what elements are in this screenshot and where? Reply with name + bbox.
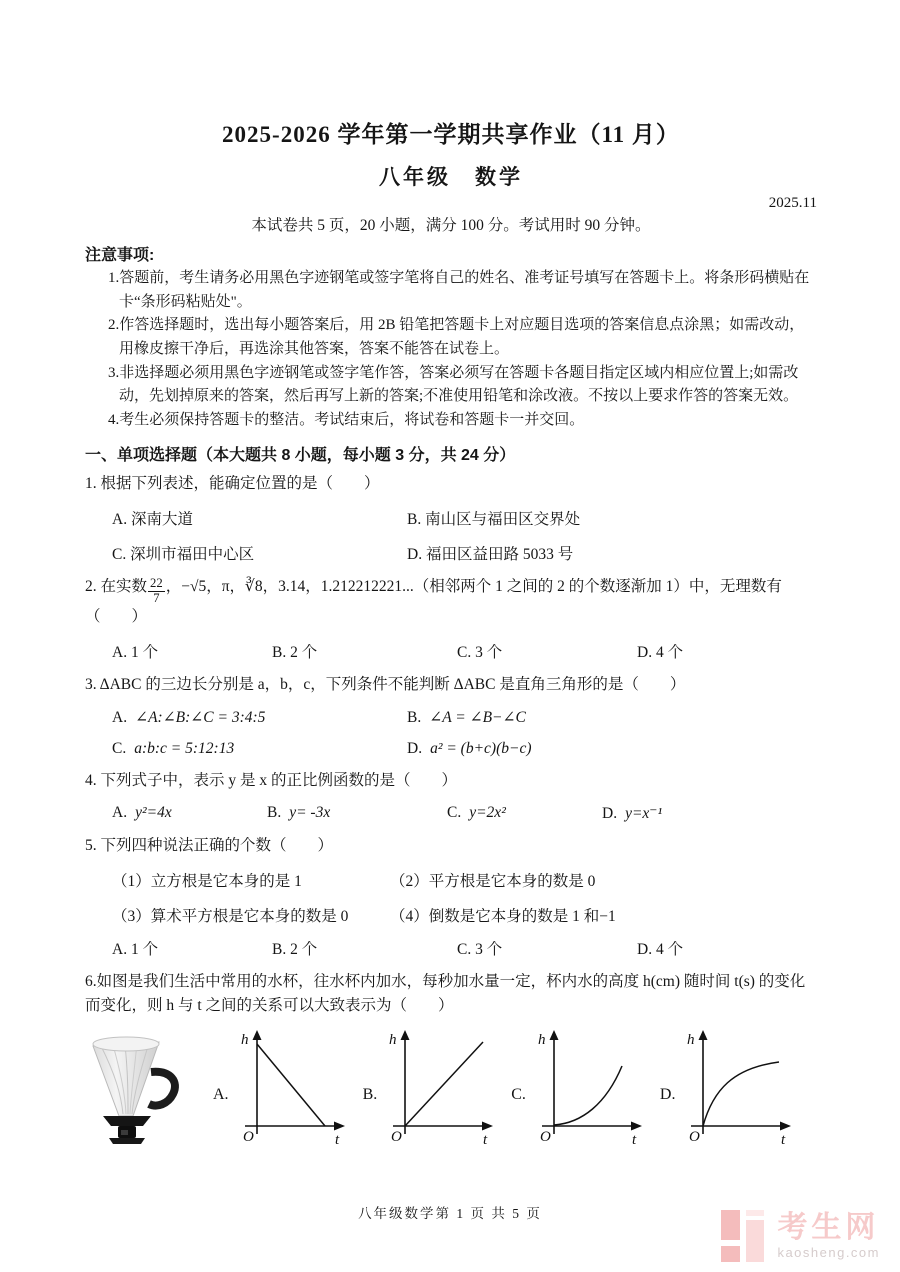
q1-option-a: A. 深南大道: [112, 510, 193, 528]
notice-item-2: 2.作答选择题时，选出每小题答案后，用 2B 铅笔把答题卡上对应题目选项的答案信息点涂黑；如需改动，用橡皮擦干净后，再选涂其他答案，答案不能答在试卷上。: [108, 317, 805, 358]
q1-option-d: D. 福田区益田路 5033 号: [407, 545, 574, 563]
q2-stem-prefix: 2. 在实数: [85, 577, 148, 595]
graph-linear-decreasing: [233, 1028, 353, 1150]
q6-option-a-label: A.: [213, 1086, 229, 1104]
q3-option-b: B. ∠A = ∠B−∠C: [407, 708, 526, 726]
svg-text:h: h: [687, 1032, 695, 1049]
water-cup-image: [85, 1024, 189, 1154]
q3-option-a: A. ∠A:∠B:∠C = 3:4:5: [112, 708, 266, 726]
exam-info: 本试卷共 5 页，20 小题，满分 100 分。考试用时 90 分钟。: [251, 217, 651, 234]
q6-option-a: [213, 1028, 353, 1150]
q4-option-c: C. y=2x²: [447, 804, 506, 821]
q6-option-b: [363, 1028, 502, 1150]
q5-statement-1: （1）立方根是它本身的是 1: [112, 873, 302, 891]
exam-date: 2025.11: [768, 195, 817, 211]
svg-text:O: O: [539, 1129, 551, 1146]
q6-option-d: [660, 1028, 800, 1150]
notice-item-3: 3.非选择题必须用黑色字迹钢笔或签字笔作答，答案必须写在答题卡各题目指定区域内相应位置上;如需改动，先划掉原来的答案，然后再写上新的答案;不准使用铅笔和涂改液。不按以上要求作答的答案无效。: [108, 364, 799, 405]
q5-option-a: A. 1 个: [112, 941, 159, 959]
svg-text:t: t: [334, 1132, 339, 1149]
question-6-stem: 6.如图是我们生活中常用的水杯，往水杯内加水，每秒加水量一定，杯内水的高度 h(cm) 随时间 t(s) 的变化而变化，则 h 与 t 之间的关系可以大致表示为（ ）: [85, 973, 806, 1015]
notice-section: [85, 242, 817, 433]
svg-text:t: t: [483, 1132, 488, 1149]
q5-statement-3: （3）算术平方根是它本身的数是 0: [112, 908, 349, 926]
question-6: [85, 970, 817, 1154]
svg-text:O: O: [242, 1129, 254, 1146]
q3-option-c: C. a:b:c = 5:12:13: [112, 739, 235, 757]
page-subtitle: 八年级 数学: [379, 165, 523, 189]
question-5-stem: 5. 下列四种说法正确的个数（ ）: [85, 837, 334, 854]
notice-item-4: 4.考生必须保持答题卡的整洁。考试结束后，将试卷和答题卡一并交回。: [108, 412, 585, 429]
q3-option-d: D. a² = (b+c)(b−c): [407, 739, 532, 757]
q4-option-a: A. y²=4x: [112, 804, 172, 821]
q1-option-c: C. 深圳市福田中心区: [112, 545, 255, 563]
svg-text:h: h: [389, 1032, 397, 1049]
question-1: [85, 472, 817, 564]
notice-heading: 注意事项:: [85, 247, 155, 264]
q1-option-b: B. 南山区与福田区交界处: [407, 510, 581, 528]
q5-option-d: D. 4 个: [637, 941, 684, 959]
question-2: [85, 575, 817, 662]
svg-text:O: O: [391, 1129, 403, 1146]
q2-option-b: B. 2 个: [272, 643, 318, 661]
q5-option-c: C. 3 个: [457, 941, 503, 959]
question-4: [85, 769, 817, 823]
q4-option-b: B. y= -3x: [267, 804, 331, 821]
q6-option-d-label: D.: [659, 1086, 676, 1104]
question-3-stem: 3. ΔABC 的三边长分别是 a，b，c，下列条件不能判断 ΔABC 是直角三角形的是（ ）: [85, 675, 686, 693]
q2-option-c: C. 3 个: [457, 643, 503, 661]
question-1-stem: 1. 根据下列表述，能确定位置的是（ ）: [85, 474, 380, 492]
graph-convex-increasing: [530, 1028, 650, 1150]
notice-item-1: 1.答题前，考生请务必用黑色字迹钢笔或签字笔将自己的姓名、准考证号填写在答题卡上。将条形码横贴在卡“条形码粘贴处"。: [108, 270, 810, 310]
svg-text:h: h: [240, 1032, 249, 1049]
kaosheng-watermark: [721, 1210, 880, 1262]
page-title: 2025-2026 学年第一学期共享作业（11 月）: [222, 122, 680, 147]
page-footer: 八年级数学第 1 页 共 5 页: [358, 1206, 542, 1221]
kaosheng-logo-icon: [721, 1210, 769, 1262]
q4-option-d: D. y=x⁻¹: [602, 805, 663, 822]
graph-linear-increasing: [381, 1028, 501, 1150]
q6-graph-options: [85, 1024, 817, 1154]
question-4-stem: 4. 下列式子中，表示 y 是 x 的正比例函数的是（ ）: [85, 771, 458, 789]
question-5: [85, 834, 817, 959]
q2-stem-suffix: ，−√5，π，∛8，3.14，1.212212221...（相邻两个 1 之间的 2 的个数逐渐加 1）中，无理数有（ ）: [85, 577, 782, 625]
svg-text:h: h: [537, 1032, 546, 1049]
q6-option-c-label: C.: [511, 1086, 526, 1104]
svg-text:t: t: [781, 1132, 786, 1149]
q5-statement-4: （4）倒数是它本身的数是 1 和−1: [390, 908, 616, 926]
svg-text:t: t: [631, 1132, 637, 1149]
question-2-stem: [85, 575, 817, 629]
svg-text:O: O: [689, 1129, 701, 1146]
graph-concave-increasing: [679, 1028, 799, 1150]
q5-option-b: B. 2 个: [272, 941, 318, 959]
section-heading: 一、单项选择题（本大题共 8 小题，每小题 3 分，共 24 分）: [85, 446, 516, 464]
q5-statement-2: （2）平方根是它本身的数是 0: [390, 873, 596, 891]
question-3: [85, 673, 817, 758]
q2-option-d: D. 4 个: [637, 643, 684, 661]
q6-option-b-label: B.: [362, 1086, 378, 1104]
watermark-site: kaosheng.com: [777, 1244, 880, 1260]
q6-option-c: [511, 1028, 650, 1150]
fraction-22-7: $\frac{22}{7}$: [150, 576, 163, 605]
watermark-brand: 考生网: [777, 1210, 880, 1244]
q2-option-a: A. 1 个: [112, 643, 159, 661]
